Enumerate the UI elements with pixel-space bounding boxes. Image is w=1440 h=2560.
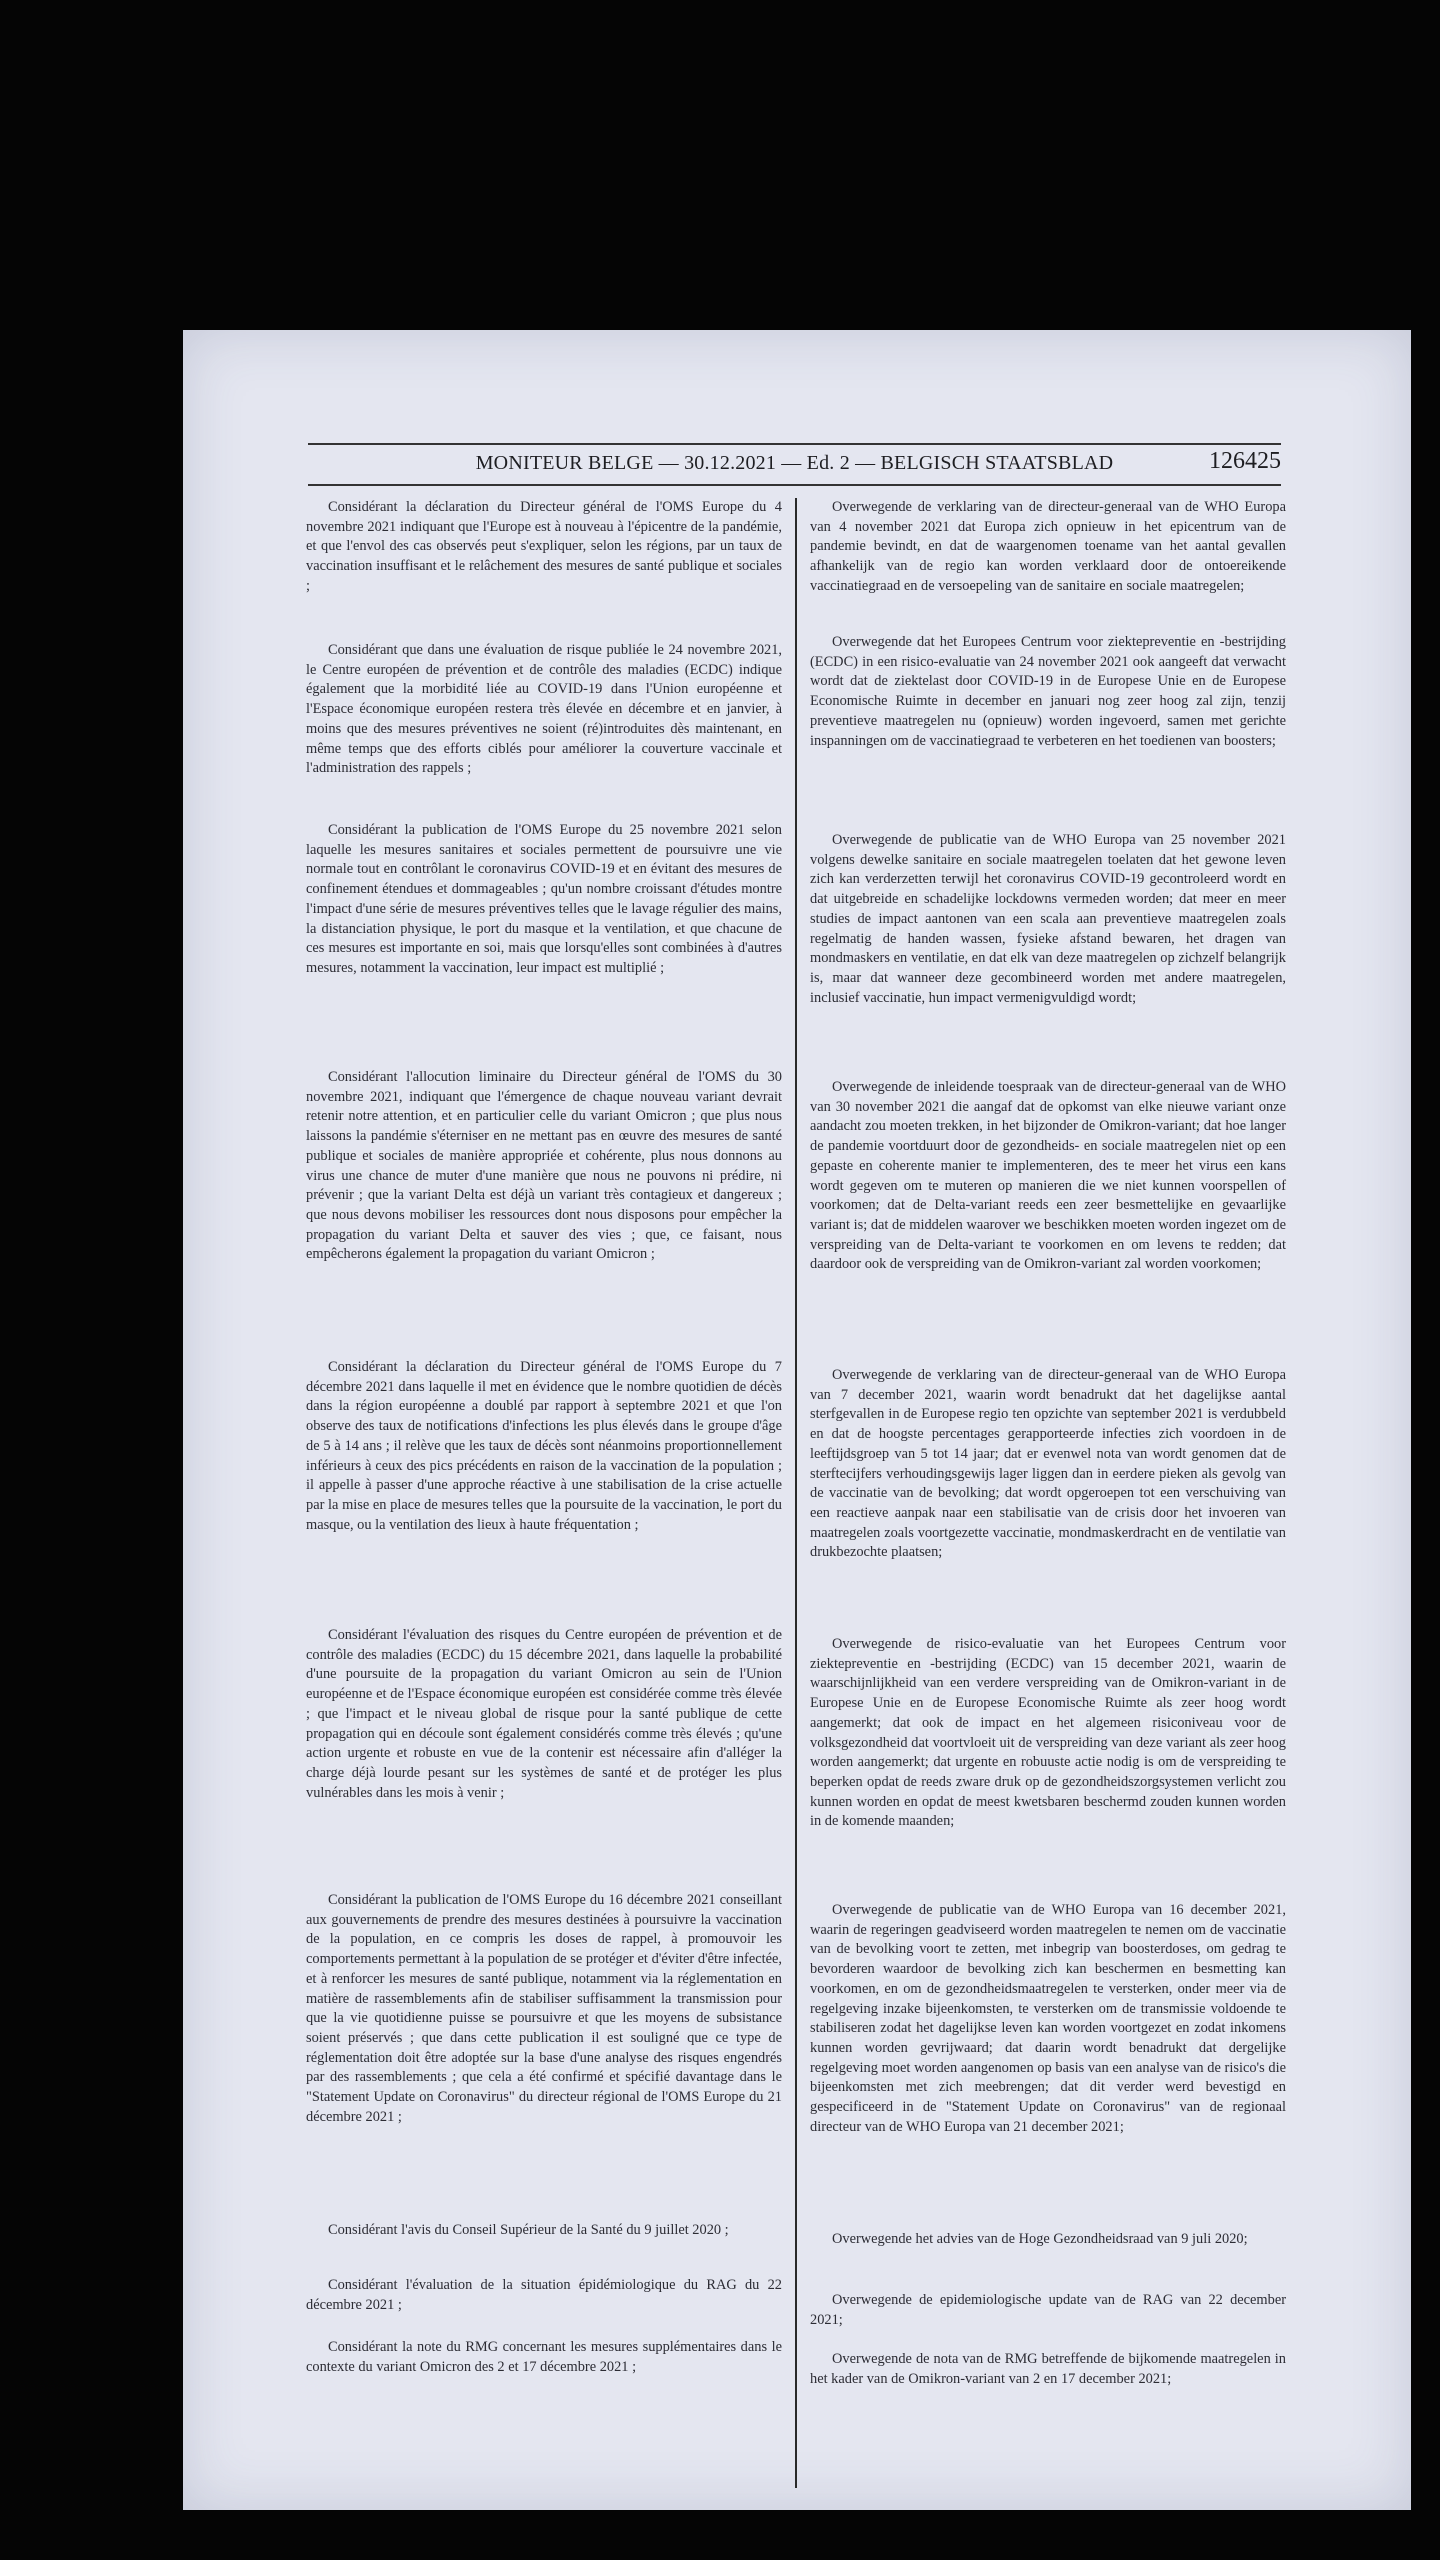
paragraph-nl: Overwegende dat het Europees Centrum voor ziektepreventie en -bestrijding (ECDC) in een risico-evaluatie van 24 november 2021 ook aangeeft dat verwacht wordt dat de ziektelast door COVID-19 in de Europese Unie en de Europese Economische Ruimte in december en januari nog zeer hoog zal zijn, tenzij preventieve maatregelen nu (opnieuw) worden ingevoerd, samen met gerichte inspanningen om de vaccinatiegraad te verbeteren en het toedienen van boosters; xyxy=(810,634,1286,749)
paragraph-fr: Considérant que dans une évaluation de risque publiée le 24 novembre 2021, le Centre européen de prévention et de contrôle des maladies (ECDC) indique également que la morbidité liée au COVID-19 dans l'Union européenne et l'Espace économique européen restera très élevée en décembre et en janvier, à moins que des mesures préventives ne soient (ré)introduites dès maintenant, en même temps que des efforts ciblés pour améliorer la couverture vaccinale et l'administration des rappels ; xyxy=(306,642,782,777)
header-title: MONITEUR BELGE — 30.12.2021 — Ed. 2 — BELGISCH STAATSBLAD xyxy=(475,452,1114,474)
column-divider xyxy=(795,498,797,2488)
paragraph-fr: Considérant la déclaration du Directeur général de l'OMS Europe du 4 novembre 2021 indiquant que l'Europe est à nouveau à l'épicentre de la pandémie, et que l'envol des cas observés peut s'expliquer, selon les régions, par un taux de vaccination insuffisant et le relâchement des mesures de santé publique et sociales ; xyxy=(306,499,782,594)
paragraph-fr: Considérant la déclaration du Directeur général de l'OMS Europe du 7 décembre 2021 dans laquelle il met en évidence que le nombre quotidien de décès dans la région européenne a doublé par rapport à septembre 2021 et que l'on observe des taux de notifications d'infections les plus élevés dans le groupe d'âge de 5 à 14 ans ; il relève que les taux de décès sont néanmoins proportionnellement inférieurs à ceux des pics précédents en raison de la vaccination de la population ; il appelle à passer d'une approche réactive à une stabilisation de la crise actuelle par la mise en place de mesures telles que la poursuite de la vaccination, le port du masque, ou la ventilation des lieux à haute fréquentation ; xyxy=(306,1359,782,1533)
header-top-rule xyxy=(308,443,1281,445)
paragraph-nl: Overwegende de nota van de RMG betreffende de bijkomende maatregelen in het kader van de Omikron-variant van 2 en 17 december 2021; xyxy=(810,2351,1286,2387)
gazette-page xyxy=(183,330,1411,2510)
paragraph-fr: Considérant l'avis du Conseil Supérieur de la Santé du 9 juillet 2020 ; xyxy=(328,2222,729,2238)
two-column-body xyxy=(306,498,1291,2488)
paragraph-nl: Overwegende de risico-evaluatie van het Europees Centrum voor ziektepreventie en -bestrijding (ECDC) van 15 december 2021, waarin de waarschijnlijkheid van een verdere verspreiding van de Omikron-variant in de Europese Unie en de Europese Economische Ruimte als zeer hoog wordt aangemerkt; dat ook de impact en het algemeen risiconiveau voor de volksgezondheid dat voortvloeit uit de verspreiding van deze variant als zeer hoog worden aangemerkt; dat urgente en robuuste actie nodig is om de verspreiding te beperken opdat de reeds zware druk op de gezondheidszorgsystemen verlicht zou kunnen worden en opdat de meest kwetsbaren beschermd zouden kunnen worden in de komende maanden; xyxy=(810,1636,1286,1830)
paragraph-fr: Considérant l'évaluation des risques du Centre européen de prévention et de contrôle des maladies (ECDC) du 15 décembre 2021, dans laquelle la probabilité d'une poursuite de la propagation du variant Omicron au sein de l'Union européenne et de l'Espace économique européen est considérée comme très élevée ; que l'impact et le niveau global de risque pour la santé publique de cette propagation qui en découle sont également considérés comme très élevés ; qu'une action urgente et robuste en vue de la contenir est nécessaire afin d'alléger la charge déjà lourde pesant sur les systèmes de santé et de protéger les plus vulnérables dans les mois à venir ; xyxy=(306,1627,782,1801)
paragraph-nl: Overwegende de verklaring van de directeur-generaal van de WHO Europa van 4 november 2021 dat Europa zich opnieuw in het epicentrum van de pandemie bevindt, en dat de waargenomen toename van het aantal gevallen afhankelijk van de regio kan worden verklaard door de ontoereikende vaccinatiegraad en de versoepeling van de sanitaire en sociale maatregelen; xyxy=(810,499,1286,594)
paragraph-fr: Considérant la publication de l'OMS Europe du 25 novembre 2021 selon laquelle les mesures sanitaires et sociales permettent de poursuivre une vie normale tout en contrôlant le coronavirus COVID-19 et en évitant des mesures de confinement étendues et dommageables ; qu'un nombre croissant d'études montre l'impact d'une série de mesures préventives telles que le lavage régulier des mains, la distanciation physique, le port du masque et la ventilation, et que chacune de ces mesures est importante en soi, mais que lorsqu'elles sont combinées à d'autres mesures, notamment la vaccination, leur impact est multiplié ; xyxy=(306,822,782,976)
paragraph-fr: Considérant l'évaluation de la situation épidémiologique du RAG du 22 décembre 2021 ; xyxy=(306,2277,782,2313)
paragraph-fr: Considérant la note du RMG concernant les mesures supplémentaires dans le contexte du variant Omicron des 2 et 17 décembre 2021 ; xyxy=(306,2339,782,2375)
paragraph-nl: Overwegende het advies van de Hoge Gezondheidsraad van 9 juli 2020; xyxy=(832,2231,1248,2247)
paragraph-fr: Considérant la publication de l'OMS Europe du 16 décembre 2021 conseillant aux gouvernements de prendre des mesures destinées à poursuivre la vaccination de la population, en ce compris les doses de rappel, à promouvoir les comportements permettant à la population de se protéger et d'éviter d'être infectée, et à renforcer les mesures de santé publique, notamment via la réglementation en matière de rassemblements afin de stabiliser suffisamment la transmission pour que la vie quotidienne puisse se poursuivre et que les moyens de subsistance soient préservés ; que dans cette publication il est souligné que ce type de réglementation doit être adoptée sur la base d'une analyse des risques engendrés par des rassemblements ; que cela a été confirmé et spécifié davantage dans le "Statement Update on Coronavirus" du directeur régional de l'OMS Europe du 21 décembre 2021 ; xyxy=(306,1892,782,2125)
paragraph-nl: Overwegende de inleidende toespraak van de directeur-generaal van de WHO van 30 november 2021 die aangaf dat de opkomst van elke nieuwe variant onze aandacht zou moeten trekken, in het bijzonder de Omikron-variant; dat hoe langer de pandemie voortduurt door de gezondheids- en sociale maatregelen niet op een gepaste en coherente manier te implementeren, des te meer het virus een kans wordt gegeven om te muteren op manieren die we niet kunnen voorspellen of voorkomen; dat de Delta-variant reeds een zeer besmettelijke en gevaarlijke variant is; dat de middelen waarover we beschikken moeten worden ingezet om de verspreiding van de Delta-variant te voorkomen en om levens te redden; dat daardoor ook de verspreiding van de Omikron-variant zal worden voorkomen; xyxy=(810,1079,1286,1273)
paragraph-nl: Overwegende de publicatie van de WHO Europa van 16 december 2021, waarin de regeringen geadviseerd worden maatregelen te nemen om de vaccinatie van de bevolking voort te zetten, met inbegrip van boosterdoses, om gedrag te bevorderen waardoor de bevolking zich kan beschermen en besmetting kan voorkomen, en om de gezondheidsmaatregelen te versterken, onder meer via de regelgeving inzake bijeenkomsten, te versterken om de transmissie voldoende te stabiliseren zodat het dagelijkse leven kan worden voortgezet en zodat inkomens kunnen worden gevrijwaard; dat daarin wordt benadrukt dat dergelijke regelgeving moet worden aangenomen op basis van een analyse van de risico's die bijeenkomsten met zich meebrengen; dat dit verder werd bevestigd en gespecificeerd in de "Statement Update on Coronavirus" van de regionaal directeur van de WHO Europa van 21 december 2021; xyxy=(810,1902,1286,2135)
paragraph-nl: Overwegende de publicatie van de WHO Europa van 25 november 2021 volgens dewelke sanitaire en sociale maatregelen toelaten dat het gewone leven zich kan verderzetten terwijl het coronavirus COVID-19 gecontroleerd wordt en dat uitgebreide en schadelijke lockdowns vermeden worden; dat meer en meer studies de impact aantonen van een scala aan preventieve maatregelen zoals regelmatig de handen wassen, fysieke afstand bewaren, het dragen van mondmaskers en ventilatie, en dat elk van deze maatregelen op zichzelf belangrijk is, maar dat wanneer deze gecombineerd worden met andere maatregelen, inclusief vaccinatie, hun impact vermenigvuldigd wordt; xyxy=(810,832,1286,1006)
paragraph-nl: Overwegende de verklaring van de directeur-generaal van de WHO Europa van 7 december 2021, waarin wordt benadrukt dat het dagelijkse aantal sterfgevallen in de Europese regio ten opzichte van september 2021 is verdubbeld en dat de hoogste percentages gerapporteerde infecties zich voordoen in de leeftijdsgroep van 5 tot 14 jaar; dat er evenwel nota van wordt genomen dat de sterftecijfers verhoudingsgewijs lager liggen dan in eerdere pieken als gevolg van de vaccinatie van de bevolking; dat wordt opgeroepen tot een verschuiving van een reactieve aanpak naar een stabilisatie van de crisis door het invoeren van maatregelen zoals voortgezette vaccinatie, mondmaskerdracht en de ventilatie van drukbezochte plaatsen; xyxy=(810,1367,1286,1561)
paragraph-fr: Considérant l'allocution liminaire du Directeur général de l'OMS du 30 novembre 2021, indiquant que l'émergence de chaque nouveau variant devrait retenir notre attention, et en particulier celle du variant Omicron ; que plus nous laissons la pandémie s'éterniser en ne mettant pas en œuvre des mesures de santé publique et sociales de manière appropriée et cohérente, plus nous donnons au virus une chance de muter d'une manière que nous ne pouvons ni prédire, ni prévenir ; que la variant Delta est déjà un variant très contagieux et dangereux ; que nous devons mobiliser les ressources dont nous disposons pour empêcher la propagation du variant Delta et sauver des vies ; que, ce faisant, nous empêcherons également la propagation du variant Omicron ; xyxy=(306,1069,782,1263)
page-number: 126425 xyxy=(1209,448,1281,474)
paragraph-nl: Overwegende de epidemiologische update van de RAG van 22 december 2021; xyxy=(810,2292,1286,2328)
page-header xyxy=(308,448,1281,486)
